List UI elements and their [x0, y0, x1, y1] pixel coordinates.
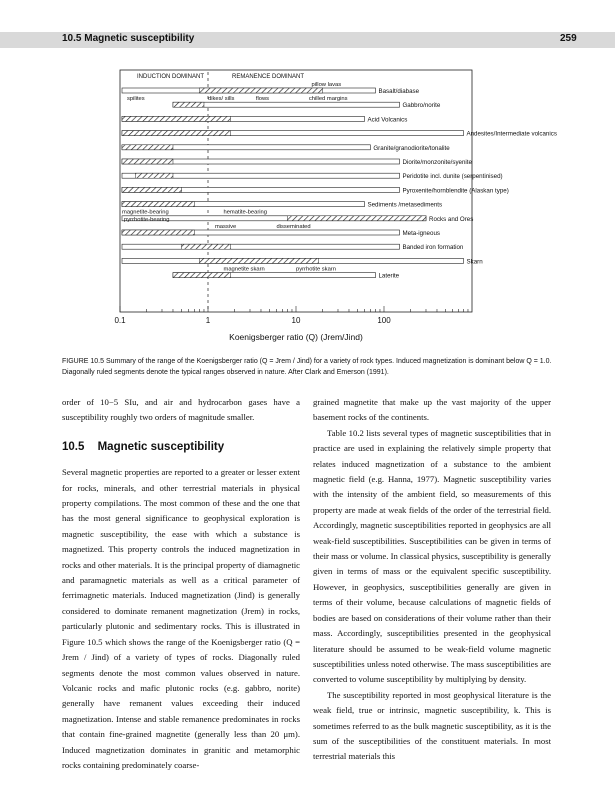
- intro-paragraph: order of 10−5 SIu, and air and hydrocarbon gases have a susceptibility roughly two orders of magnitude smaller.: [62, 397, 300, 423]
- typical-range-hatch: [287, 216, 426, 221]
- rock-type-label: Gabbro/norite: [402, 102, 441, 110]
- section-heading: [62, 440, 300, 455]
- typical-range-hatch: [122, 145, 173, 150]
- range-annotation: disseminated: [276, 223, 311, 230]
- range-annotation: pillow lavas: [311, 82, 342, 88]
- typical-range-hatch: [122, 202, 194, 207]
- tick-label: 100: [377, 316, 391, 325]
- figure-10-5: [0, 60, 615, 355]
- body-paragraph: grained magnetite that make up the vast majority of the upper basement rocks of the continents.: [313, 397, 551, 423]
- typical-range-hatch: [122, 159, 173, 164]
- rock-type-label: Sediments /metasediments: [367, 201, 443, 209]
- koenigsberger-chart: [0, 60, 615, 355]
- page-number: 259: [560, 33, 577, 44]
- rock-type-label: Acid Volcanics: [367, 116, 408, 124]
- tick-label: 10: [291, 316, 301, 325]
- figure-caption: FIGURE 10.5 Summary of the range of the Koenigsberger ratio (Q = Jrem / Jind) for a variety of rock types. Induced magnetization is dominant below Q = 1.0. Diagonally ruled segments denote the typical ranges observed in nature. After Clark and Emerson (1991).: [62, 358, 552, 376]
- range-annotation: magnetite skarn: [223, 266, 265, 273]
- range-annotation: pyrrhotite skarn: [296, 266, 336, 273]
- rock-type-label: Diorite/monzonite/syenite: [402, 159, 472, 166]
- typical-range-hatch: [182, 244, 231, 249]
- range-bar: [122, 244, 399, 249]
- range-annotation: magnetite-bearing: [122, 209, 169, 216]
- range-annotation: chilled margins: [308, 96, 348, 102]
- typical-range-hatch: [122, 116, 230, 121]
- rock-type-label: Skarn: [466, 258, 483, 266]
- running-title: 10.5 Magnetic susceptibility: [62, 33, 195, 44]
- rock-type-label: Peridotite incl. dunite (serpentinised): [402, 173, 503, 181]
- range-annotation: hematite-bearing: [223, 209, 268, 216]
- body-paragraph: The susceptibility reported in most geophysical literature is the weak field, true or intrinsic, magnetic susceptibility, k. This is sometimes referred to as the bulk magnetic susceptibility, as it is the sum of the susceptibilities of the constituent materials. In most terrestrial materials this: [313, 689, 551, 762]
- range-bar: [173, 102, 400, 107]
- range-annotation: flows: [255, 96, 270, 102]
- typical-range-hatch: [135, 173, 172, 178]
- rock-type-label: Meta-igneous: [402, 230, 440, 237]
- range-annotation: massive: [214, 223, 237, 230]
- running-header: [0, 28, 615, 50]
- left-column: [62, 395, 300, 773]
- rock-type-label: Pyroxenite/hornblendite (Alaskan type): [402, 187, 509, 195]
- body-paragraph: Several magnetic properties are reported to a greater or lesser extent for rocks, minerals, and other terrestrial materials in physical property compilations. The most common of these and the one that has the most general significance to geophysical exploration is magnetic susceptibility, the ease with which a substance is magnetized. This property controls the induced magnetization in rocks and other materials. It is the principal property of diamagnetic and paramagnetic materials as well as a critical parameter of ferrimagnetic materials. Induced magnetization (Jind) is generally considered to dominate remanent magnetization (Jrem) in rocks, particularly plutonic and sedimentary rocks. This is illustrated in Figure 10.5 which shows the range of the Koenigsberger ratio (Q = Jrem / Jind) of a variety of types of rocks. Diagonally ruled segments denote the most common values observed in nature. Volcanic rocks and mafic plutonic rocks (e.g. gabbro, norite) generally have remanent values exceeding their induced magnetization. Intense and stable remanence predominates in rocks that contain fine-grained magnetite (generally less than 20 μm). Induced magnetization dominates in granitic and metamorphic rocks containing predominately coarse-: [62, 467, 300, 770]
- typical-range-hatch: [173, 102, 204, 107]
- rock-type-label: Banded iron formation: [402, 244, 464, 252]
- typical-range-hatch: [199, 88, 322, 93]
- right-column: [313, 395, 551, 765]
- rock-type-label: Rocks and Ores: [428, 215, 474, 223]
- rock-type-label: Andesites/Intermediate volcanics: [466, 130, 557, 138]
- rock-type-label: Granite/granodiorite/tonalite: [373, 144, 450, 152]
- region-label-induction: INDUCTION DOMINANT: [137, 74, 204, 80]
- rock-type-label: Basalt/diabase: [378, 88, 420, 95]
- rock-type-label: Laterite: [378, 272, 400, 280]
- region-label-remanence: REMANENCE DOMINANT: [232, 74, 305, 80]
- range-annotation: pyrrhotite-bearing: [124, 216, 170, 223]
- range-annotation: dikes/ sills: [208, 96, 235, 102]
- typical-range-hatch: [199, 258, 318, 263]
- typical-range-hatch: [122, 187, 182, 192]
- section-number: 10.5: [62, 440, 85, 453]
- x-axis-label: Koenigsberger ratio (Q) (Jrem/Jind): [229, 332, 363, 342]
- typical-range-hatch: [122, 230, 194, 235]
- typical-range-hatch: [173, 273, 230, 278]
- tick-label: 1: [205, 316, 211, 325]
- section-title: Magnetic susceptibility: [97, 440, 225, 453]
- tick-label: 0.1: [114, 316, 126, 325]
- range-annotation: spilites: [126, 96, 145, 102]
- typical-range-hatch: [122, 131, 230, 136]
- body-paragraph: Table 10.2 lists several types of magnetic susceptibilities that in practice are used in explaining the relatively simple property that relates induced magnetization of a substance to the ambient magnetic field (e.g. Hanna, 1977). Magnetic susceptibility varies with the intensity of the ambient field, so measurements of this property are made at weak fields of the order of the terrestrial field. Accordingly, magnetic susceptibilities reported in geophysics are all weak-field susceptibilities. Susceptibilities can be given in terms of their mass or volume. In classical physics, susceptibility is generally given in terms of mass or the equivalent specific susceptibility. However, in geophysics, susceptibilities generally are given in terms of their volume, because calculations of magnetic fields of bodies are based on considerations of their volume rather than their mass. Accordingly, susceptibilities presented in the geophysical literature should be assumed to be weak-field volume magnetic susceptibilities unless noted otherwise. The mass susceptibilities are converted to volume susceptibility by multiplying by density.: [313, 427, 551, 685]
